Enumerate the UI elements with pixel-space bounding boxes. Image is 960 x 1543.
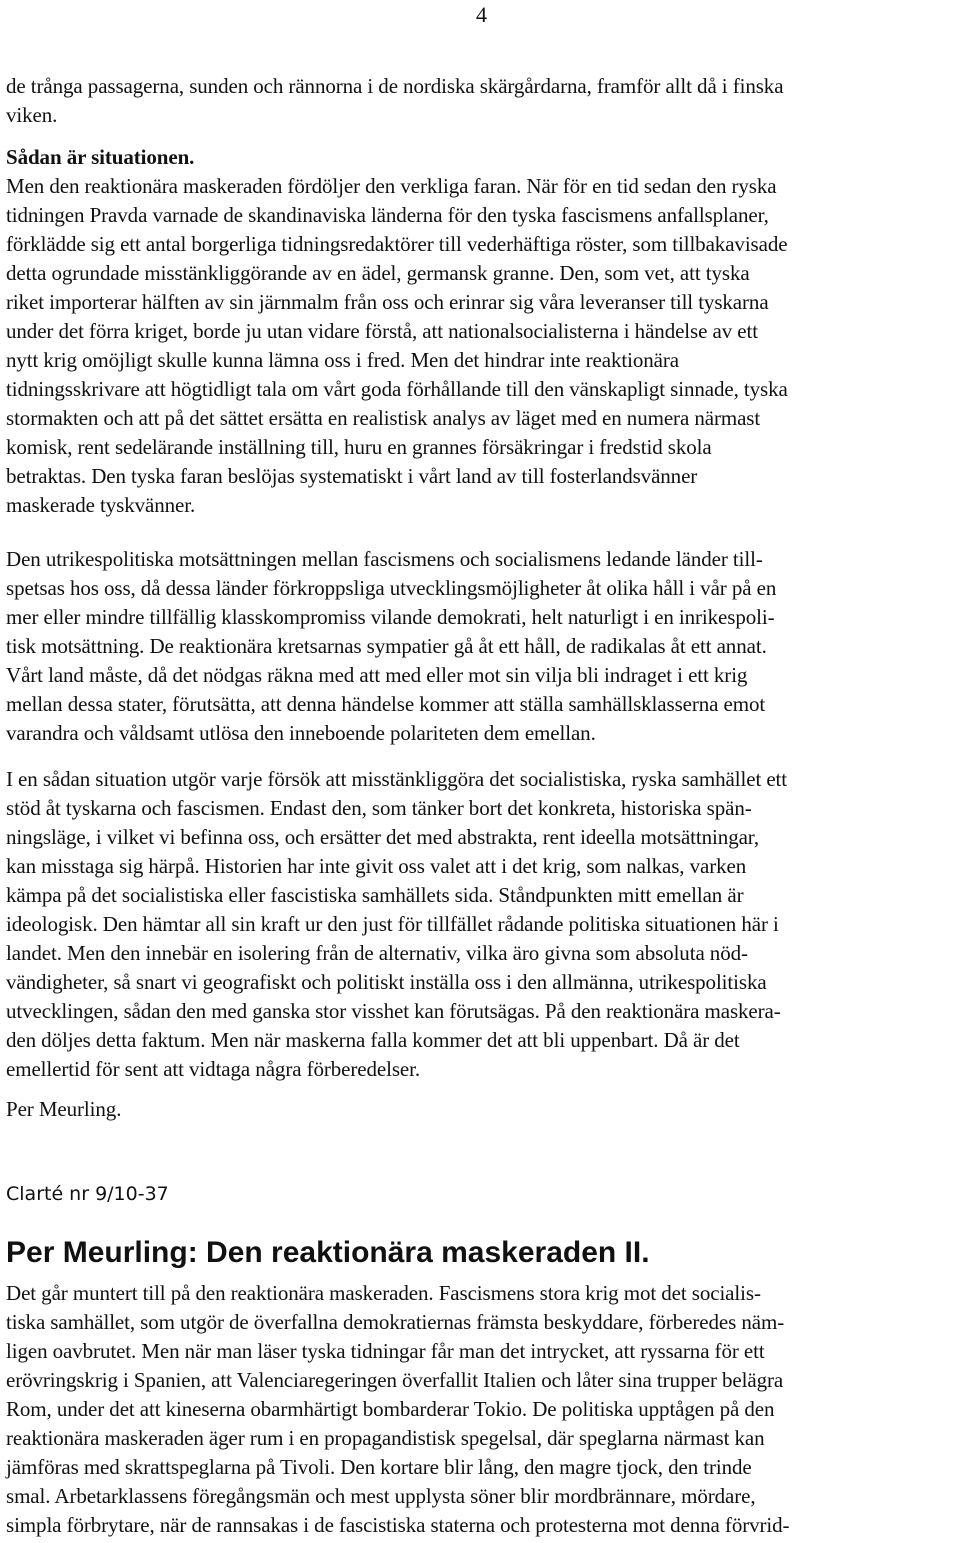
text-line: utvecklingen, sådan den med ganska stor visshet kan förutsägas. På den reaktionära maskera- xyxy=(6,999,781,1023)
author-signature: Per Meurling. xyxy=(6,1097,122,1121)
situation-heading: Sådan är situationen. xyxy=(6,145,195,169)
text-line: förklädde sig ett antal borgerliga tidningsredaktörer till vederhäftiga röster, som tillbakavisade xyxy=(6,232,788,256)
text-line: spetsas hos oss, då dessa länder förkroppsliga utvecklingsmöjligheter åt olika håll i vår på en xyxy=(6,576,777,600)
text-line: stöd åt tyskarna och fascismen. Endast den, som tänker bort det konkreta, historiska spän- xyxy=(6,796,752,820)
text-line: ideologisk. Den hämtar all sin kraft ur den just för tillfället rådande politiska situationen här i xyxy=(6,912,779,936)
text-line: erövringskrig i Spanien, att Valenciaregeringen överfallit Italien och låter sina trupper belägra xyxy=(6,1368,784,1392)
text-line: landet. Men den innebär en isolering från de alternativ, vilka äro givna som absoluta nöd- xyxy=(6,941,748,965)
intro-paragraph xyxy=(6,72,956,130)
text-line: maskerade tyskvänner. xyxy=(6,493,196,517)
text-line: under det förra kriget, borde ju utan vidare förstå, att nationalsocialisterna i händelse av ett xyxy=(6,319,758,343)
text-line: stormakten och att på det sättet ersätta en realistisk analys av läget med en numera närmast xyxy=(6,406,761,430)
text-line: reaktionära maskeraden äger rum i en propagandistisk spegelsal, där speglarna närmast kan xyxy=(6,1426,765,1450)
page-number: 4 xyxy=(476,2,487,27)
article-title: Per Meurling: Den reaktionära maskeraden II. xyxy=(6,1236,650,1269)
text-line: Men den reaktionära maskeraden fördöljer den verkliga faran. När för en tid sedan den ryska xyxy=(6,174,777,198)
text-line: vändigheter, så snart vi geografiskt och politiskt inställa oss i den allmänna, utrikespolitiska xyxy=(6,970,767,994)
text-line: smal. Arbetarklassens föregångsmän och mest upplysta söner blir mordbrännare, mördare, xyxy=(6,1484,756,1508)
text-line: riket importerar hälften av sin järnmalm från oss och erinrar sig våra leveranser till tyskarna xyxy=(6,290,769,314)
text-line: emellertid för sent att vidtaga några förberedelser. xyxy=(6,1057,421,1081)
text-line: viken. xyxy=(6,103,58,127)
text-line: detta ogrundade misstänkliggörande av en ädel, germansk granne. Den, som vet, att tyska xyxy=(6,261,750,285)
text-line: kan misstaga sig härpå. Historien har inte givit oss valet att i det krig, som nalkas, varken xyxy=(6,854,747,878)
text-line: tiska samhället, som utgör de överfallna demokratiernas främsta beskyddare, förberedes näm- xyxy=(6,1310,785,1334)
text-line: I en sådan situation utgör varje försök att misstänkliggöra det socialistiska, ryska samhället ett xyxy=(6,767,788,791)
text-line: varandra och våldsamt utlösa den inneboende polariteten dem emellan. xyxy=(6,721,596,745)
text-line: mellan dessa stater, förutsätta, att denna händelse kommer att ställa samhällsklasserna emot xyxy=(6,692,766,716)
text-line: nytt krig omöjligt skulle kunna lämna oss i fred. Men det hindrar inte reaktionära xyxy=(6,348,679,372)
text-line: ligen oavbrutet. Men när man läser tyska tidningar får man det intrycket, att ryssarna för ett xyxy=(6,1339,765,1363)
isolation-paragraph xyxy=(6,765,956,1084)
text-line: betraktas. Den tyska faran beslöjas systematiskt i vårt land av till fosterlandsvänner xyxy=(6,464,698,488)
main-paragraph xyxy=(6,172,956,520)
text-line: Den utrikespolitiska motsättningen mellan fascismens och socialismens ledande länder till- xyxy=(6,547,763,571)
text-line: komisk, rent sedelärande inställning till, huru en grannes försäkringar i fredstid skola xyxy=(6,435,712,459)
text-line: Rom, under det att kineserna obarmhärtigt bombarderar Tokio. De politiska upptågen på den xyxy=(6,1397,775,1421)
text-line: simpla förbrytare, när de rannsakas i de fascistiska staterna och protesterna mot denna förvrid- xyxy=(6,1513,790,1537)
utrikes-paragraph xyxy=(6,545,956,748)
text-line: tisk motsättning. De reaktionära kretsarnas sympatier gå åt ett håll, de radikalas åt ett annat. xyxy=(6,634,767,658)
text-line: mer eller mindre tillfällig klasskompromiss vilande demokrati, helt naturligt i en inrikespoli- xyxy=(6,605,775,629)
text-line: de trånga passagerna, sunden och rännorna i de nordiska skärgårdarna, framför allt då i finska xyxy=(6,74,784,98)
text-line: Det går muntert till på den reaktionära maskeraden. Fascismens stora krig mot det socialis- xyxy=(6,1281,761,1305)
article-paragraph xyxy=(6,1279,956,1540)
text-line: tidningen Pravda varnade de skandinaviska länderna för den tyska fascismens anfallsplaner, xyxy=(6,203,769,227)
text-line: den döljes detta faktum. Men när maskerna falla kommer det att bli uppenbart. Då är det xyxy=(6,1028,740,1052)
text-line: tidningsskrivare att högtidligt tala om vårt goda förhållande till den vänskapligt sinnade, tyska xyxy=(6,377,788,401)
text-line: Vårt land måste, då det nödgas räkna med att med eller mot sin vilja bli indraget i ett krig xyxy=(6,663,748,687)
text-line: kämpa på det socialistiska eller fascistiska samhällets sida. Ståndpunkten mitt emellan är xyxy=(6,883,744,907)
text-line: ningsläge, i vilket vi befinna oss, och ersätter det med abstrakta, rent ideella motsättningar, xyxy=(6,825,760,849)
source-citation: Clarté nr 9/10-37 xyxy=(6,1183,169,1205)
text-line: jämföras med skrattspeglarna på Tivoli. Den kortare blir lång, den magre tjock, den trinde xyxy=(6,1455,752,1479)
